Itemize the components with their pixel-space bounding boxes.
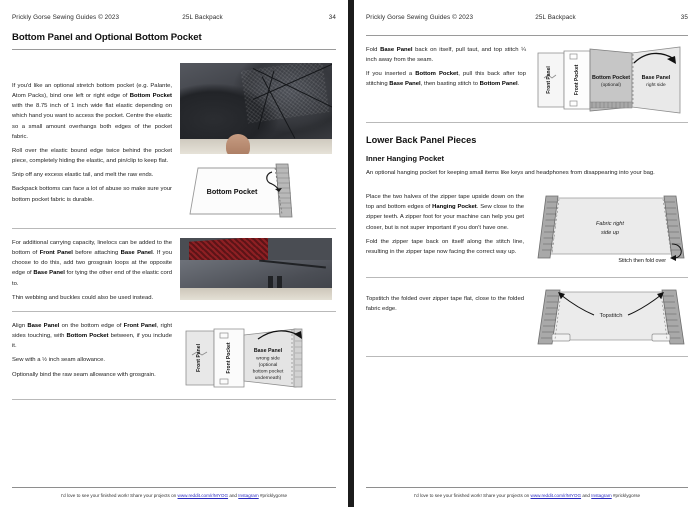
figure-label-bottom-pocket: Bottom Pocket xyxy=(206,187,258,196)
footer-divider xyxy=(12,487,336,488)
bottom-pocket-svg xyxy=(180,160,332,220)
header-divider xyxy=(366,35,688,36)
page-right xyxy=(354,0,700,507)
block-2-figures xyxy=(180,238,332,300)
header-title: 25L Backpack xyxy=(182,14,223,21)
photo-backpack-bottom xyxy=(180,63,332,154)
block-divider-3 xyxy=(366,356,688,357)
section-title-lower-back: Lower Back Panel Pieces xyxy=(366,135,477,145)
block-2-text xyxy=(366,192,524,257)
content-block-1 xyxy=(12,63,336,220)
paragraph: Roll over the elastic bound edge twice behind the pocket piece, completely hiding the elastic, and pin/clip to keep flat. xyxy=(12,147,172,165)
footer-text xyxy=(12,493,336,498)
figure-label-front-pocket: Front Pocket xyxy=(226,342,232,374)
block-3-figures xyxy=(180,321,332,393)
page-title: Bottom Panel and Optional Bottom Pocket xyxy=(12,32,202,43)
paragraph: Sew with a ½ inch seam allowance. xyxy=(12,357,105,364)
block-3-text xyxy=(366,288,524,314)
content-block-3 xyxy=(366,288,688,350)
block-1-text xyxy=(366,45,526,90)
content-block-2 xyxy=(12,238,336,303)
diagram-fold-base-panel xyxy=(534,45,692,115)
paragraph: Place the two halves of the zipper tape upside down on the top and bottom edges of Hanging Pocket. Sew close to the zipper teeth. A zipper foot for your machine can help you get closer, but is not super important if you don't have one. xyxy=(366,194,525,231)
figure-note-bottom-pocket: bottom pocket xyxy=(252,369,284,375)
block-1-figures xyxy=(180,63,332,220)
block-2-text xyxy=(12,238,172,303)
footer-text xyxy=(366,493,688,498)
content-block-3 xyxy=(12,321,336,393)
block-divider-3 xyxy=(12,399,336,400)
diagram-topstitch xyxy=(532,288,690,350)
figure-label-front-panel: Front Panel xyxy=(546,66,552,94)
title-divider xyxy=(12,49,336,50)
figure-label-front-panel: Front Panel xyxy=(196,343,202,372)
diagram-hanging-pocket-zip xyxy=(532,192,690,270)
figure-note-underneath: underneath) xyxy=(254,375,282,381)
figure-note-wrong-side: wrong side xyxy=(256,356,280,362)
paragraph: Fold Base Panel back on itself, pull taut, and top stitch ¼ inch away from the seam. xyxy=(366,47,526,64)
paragraph: If you inserted a Bottom Pocket, pull this back after top stitching Base Panel, then basting stitch to Bottom Panel. xyxy=(366,71,526,88)
figure-note-right-side: right side xyxy=(646,83,666,88)
figure-label-fabric-right-2: side up xyxy=(600,230,620,237)
footer-pre: I'd love to see your finished work! Share your projects on xyxy=(60,493,178,498)
figure-label-bottom-pocket: Bottom Pocket xyxy=(591,75,631,81)
figure-label-topstitch: Topstitch xyxy=(599,313,623,320)
footer-link-instagram[interactable]: Instagram xyxy=(238,493,259,498)
figure-label-fabric-right-1: Fabric right xyxy=(596,221,624,228)
page-footer-right xyxy=(366,487,688,498)
content-block-2 xyxy=(366,192,688,270)
page-left xyxy=(0,0,348,507)
paragraph: Align Base Panel on the bottom edge of Front Panel, right sides touching, with Bottom Pocket between, if you include it. xyxy=(12,322,172,350)
paragraph: Snip off any excess elastic tail, and melt the raw ends. xyxy=(12,172,154,179)
header-page-number: 34 xyxy=(328,14,336,21)
paragraph: If you'd like an optional stretch bottom pocket (e.g. Palante, Atom Packs), bind one left or right edge of Bottom Pocket with the 8.75 inch of 1 inch wide flat elastic depending on which hand you want to access the pocket. Centre the elastic so a small amount overhangs both edges of the pocket fabric. xyxy=(12,83,172,140)
block-1-text xyxy=(12,63,172,205)
figure-label-base-panel: Base Panel xyxy=(641,75,671,81)
footer-divider xyxy=(366,487,688,488)
footer-post: #pricklygorse xyxy=(258,493,288,498)
page-footer-left xyxy=(12,487,336,498)
paragraph: Thin webbing and buckles could also be used instead. xyxy=(12,294,154,301)
paragraph: Optionally bind the raw seam allowance with grosgrain. xyxy=(12,371,156,378)
subsection-title-hanging-pocket: Inner Hanging Pocket xyxy=(366,154,445,163)
header-brand: Prickly Gorse Sewing Guides © 2023 xyxy=(366,14,474,21)
header-page-number: 35 xyxy=(680,14,688,21)
block-3-text xyxy=(12,321,172,380)
paragraph: Fold the zipper tape back on itself along the stitch line, resulting in the zipper tape now facing the correct way up. xyxy=(366,238,524,255)
block-1-figures xyxy=(534,45,692,115)
block-3-figures xyxy=(532,288,690,350)
content-block-1 xyxy=(366,45,688,115)
figure-note-optional: (optional) xyxy=(601,83,621,88)
figure-label-front-pocket: Front Pocket xyxy=(574,64,580,96)
diagram-bottom-pocket xyxy=(180,160,332,220)
figure-note-optional: (optional xyxy=(258,362,278,368)
photo-backpack-linelocs xyxy=(180,238,332,300)
page-header-left xyxy=(12,14,336,21)
paragraph: Topstitch the folded over zipper tape flat, close to the folded fabric edge. xyxy=(366,296,524,313)
footer-link-reddit[interactable]: www.reddit.com/r/MYOG xyxy=(530,493,582,498)
footer-link-instagram[interactable]: Instagram xyxy=(591,493,612,498)
footer-pre: I'd love to see your finished work! Share your projects on xyxy=(413,493,531,498)
footer-mid: and xyxy=(581,493,592,498)
footer-post: #pricklygorse xyxy=(611,493,641,498)
footer-link-reddit[interactable]: www.reddit.com/r/MYOG xyxy=(177,493,229,498)
block-divider-2 xyxy=(366,277,688,278)
diagram-base-panel-align xyxy=(180,321,332,393)
page-header-right xyxy=(366,14,688,21)
figure-note-stitch-fold: Stitch then fold over xyxy=(618,258,666,265)
paragraph: For additional carrying capacity, linelocs can be added to the bottom of Front Panel before attaching Base Panel. If you choose to do this, add two grosgrain loops at the opposite edge of Base Panel for tying the other end of the elastic cord to. xyxy=(12,240,173,287)
footer-mid: and xyxy=(228,493,239,498)
header-title: 25L Backpack xyxy=(535,14,576,21)
paragraph: Backpack bottoms can face a lot of abuse so make sure your bottom pocket fabric is durable. xyxy=(12,186,172,203)
header-brand: Prickly Gorse Sewing Guides © 2023 xyxy=(12,14,120,21)
section-intro: An optional hanging pocket for keeping small items like keys and headphones from disappearing into your bag. xyxy=(366,170,655,176)
block-divider-1 xyxy=(366,122,688,123)
block-2-figures xyxy=(532,192,690,270)
figure-label-base-panel: Base Panel xyxy=(253,347,283,354)
block-divider-1 xyxy=(12,228,336,229)
block-divider-2 xyxy=(12,311,336,312)
